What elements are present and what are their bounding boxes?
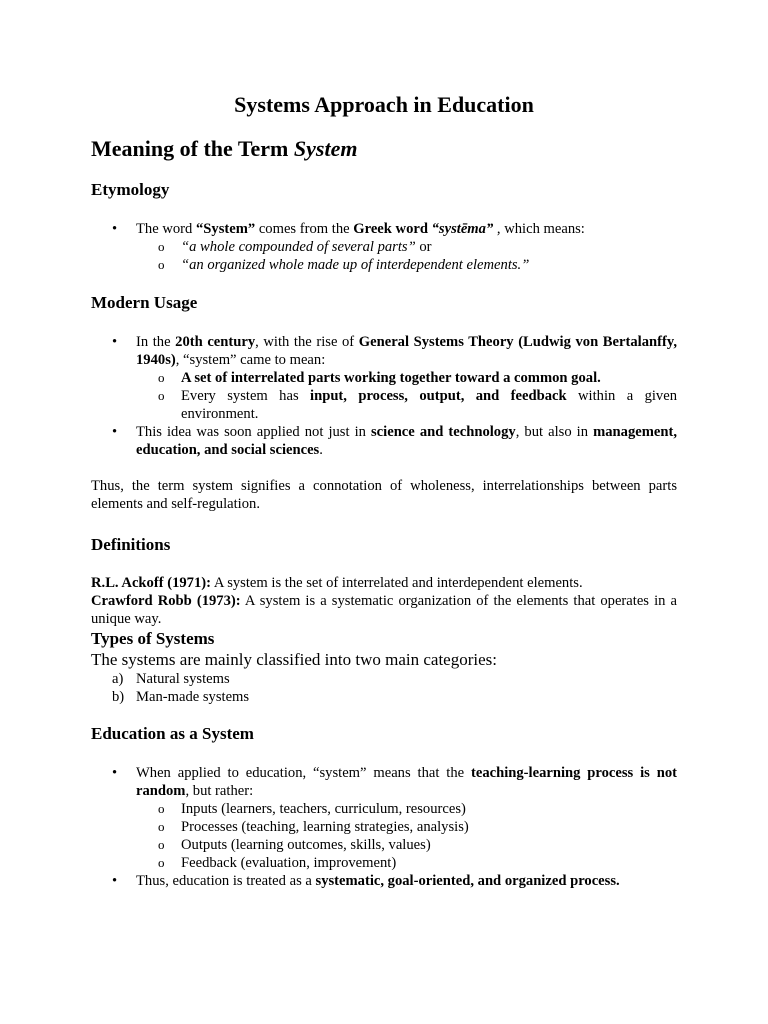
education-bullet: • When applied to education, “system” means that the teaching-learning process is not random, but rather: bbox=[91, 764, 677, 800]
types-list-item: b) Man-made systems bbox=[112, 689, 250, 705]
modern-usage-list bbox=[91, 333, 677, 459]
education-list bbox=[91, 764, 677, 890]
etymology-list bbox=[91, 220, 677, 274]
types-list-item: a) Natural systems bbox=[112, 671, 230, 687]
modern-usage-sub-item: o A set of interrelated parts working together toward a common goal. bbox=[91, 369, 677, 387]
education-sub-item: o Inputs (learners, teachers, curriculum, resources) bbox=[91, 800, 677, 818]
education-heading: Education as a System bbox=[91, 724, 254, 743]
definition-robb: Crawford Robb (1973): A system is a systematic organization of the elements that operates in a unique way. bbox=[91, 593, 677, 627]
types-intro: The systems are mainly classified into two main categories: bbox=[91, 650, 497, 669]
meaning-heading bbox=[91, 136, 677, 162]
education-sub-item: o Feedback (evaluation, improvement) bbox=[91, 854, 677, 872]
modern-usage-heading: Modern Usage bbox=[91, 293, 198, 312]
summary-paragraph: Thus, the term system signifies a connotation of wholeness, interrelationships between parts elements and self-regulation. bbox=[91, 478, 677, 512]
education-sub-item: o Processes (teaching, learning strategies, analysis) bbox=[91, 818, 677, 836]
definition-ackoff: R.L. Ackoff (1971): A system is the set of interrelated and interdependent elements. bbox=[91, 575, 583, 591]
education-sub-item: o Outputs (learning outcomes, skills, values) bbox=[91, 836, 677, 854]
meaning-heading-emphasis: System bbox=[293, 136, 358, 161]
types-heading: Types of Systems bbox=[91, 629, 215, 648]
modern-usage-bullet: • This idea was soon applied not just in science and technology, but also in management, education, and social sciences. bbox=[91, 423, 677, 459]
document-title: Systems Approach in Education bbox=[234, 92, 534, 117]
etymology-sub-item: o “an organized whole made up of interdependent elements.” bbox=[91, 256, 677, 274]
etymology-bullet: • The word “System” comes from the Greek word “systēma” , which means: bbox=[91, 220, 677, 238]
types-list bbox=[91, 670, 677, 706]
definitions-heading: Definitions bbox=[91, 535, 171, 554]
etymology-heading: Etymology bbox=[91, 180, 170, 199]
etymology-sub-item: o “a whole compounded of several parts” or bbox=[91, 238, 677, 256]
modern-usage-sub-item: o Every system has input, process, output, and feedback within a given environment. bbox=[91, 387, 677, 423]
meaning-heading-text: Meaning of the Term bbox=[91, 136, 294, 161]
education-bullet: • Thus, education is treated as a systematic, goal-oriented, and organized process. bbox=[91, 872, 677, 890]
modern-usage-bullet: • In the 20th century, with the rise of General Systems Theory (Ludwig von Bertalanffy, 1940s), “system” came to mean: bbox=[91, 333, 677, 369]
